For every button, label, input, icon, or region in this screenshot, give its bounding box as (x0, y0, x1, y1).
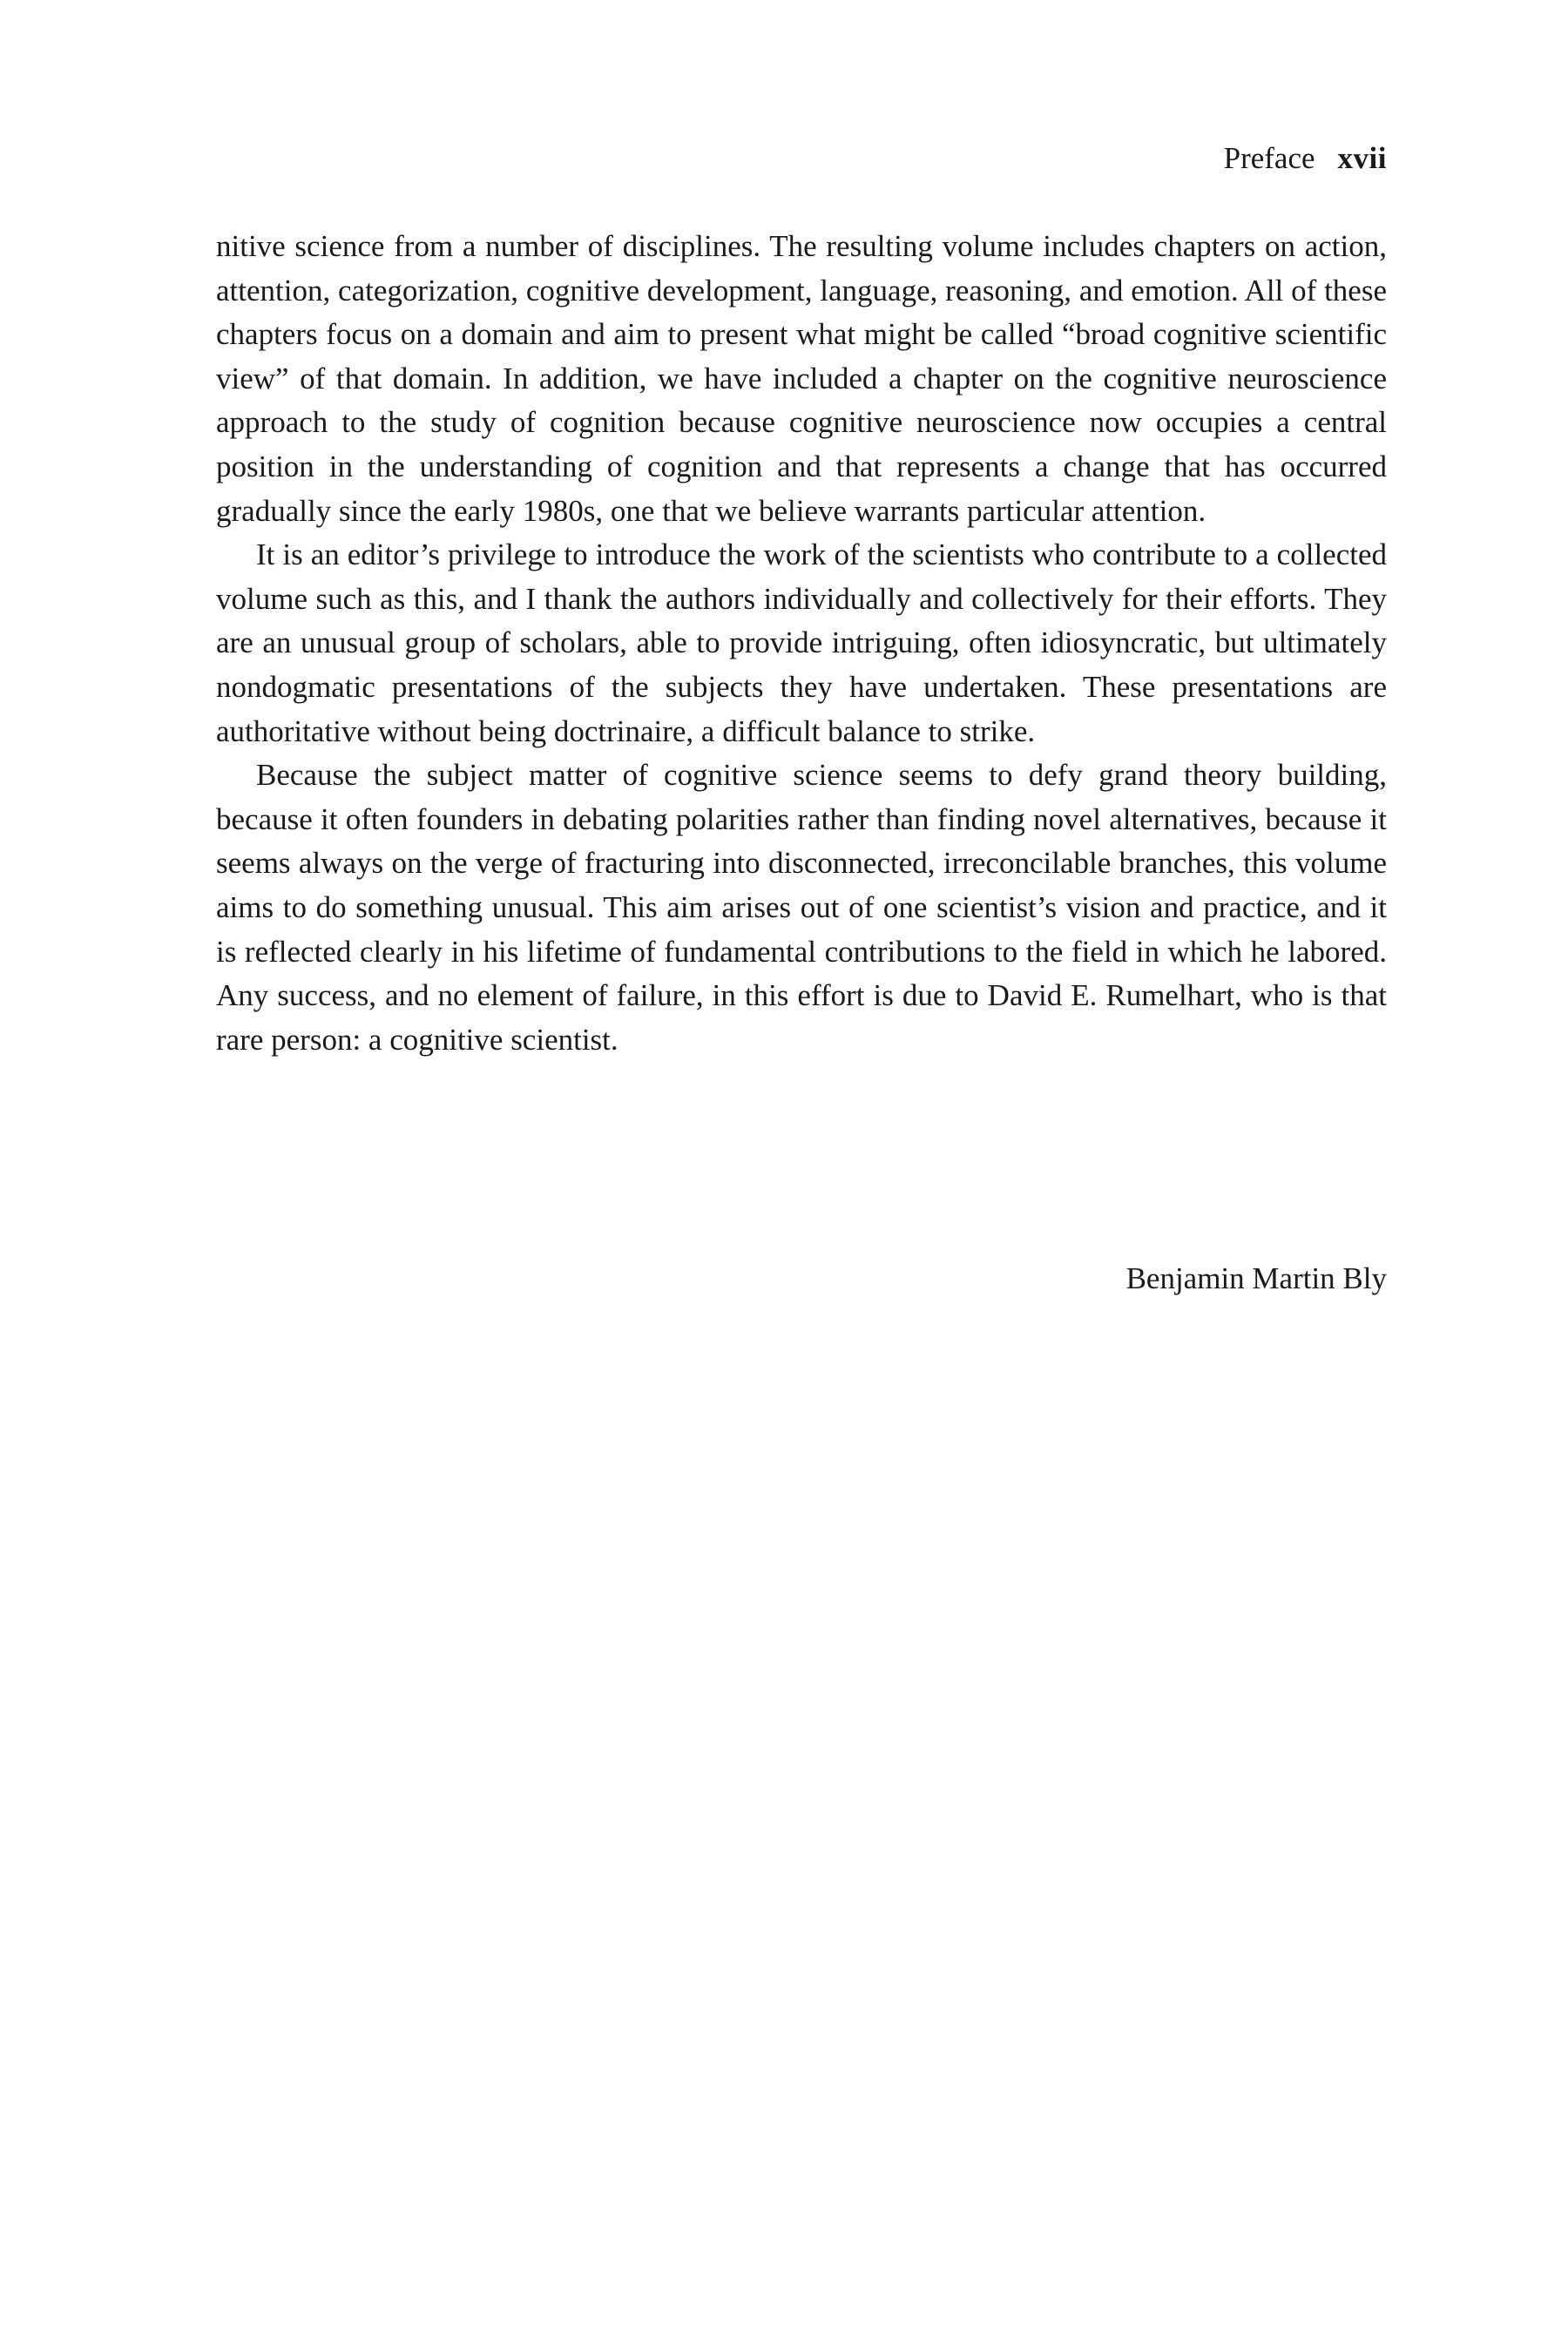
paragraph-continued: nitive science from a number of disciplines. The resulting volume includes chapters on action, attention, categorization, cognitive development, language, reasoning, and emotion. All of these chapters focus on a domain and aim to present what might be called “broad cognitive scientific view” of that domain. In addition, we have included a chapter on the cognitive neuroscience approach to the study of cognition because cognitive neuroscience now occupies a central position in the understanding of cognition and that represents a change that has occurred gradually since the early 1980s, one that we believe warrants particular attention. (216, 229, 1387, 528)
page-number: xvii (1337, 141, 1387, 175)
running-head-section: Preface (1223, 141, 1315, 175)
paragraph-editors-privilege: It is an editor’s privilege to introduce the work of the scientists who contribute to a collected volume such as this, and I thank the authors individually and collectively for their efforts. They are an unusual group of scholars, able to provide intriguing, often idiosyncratic, but ultimately nondogmatic presentations of the subjects they have undertaken. These presentations are authoritative without being doctrinaire, a difficult balance to strike. (216, 537, 1387, 748)
paragraph-subject-matter: Because the subject matter of cognitive science seems to defy grand theory building, because it often founders in debating polarities rather than finding novel alternatives, because it seems always on the verge of fracturing into disconnected, irreconcilable branches, this volume aims to do something unusual. This aim arises out of one scientist’s vision and practice, and it is reflected clearly in his lifetime of fundamental contributions to the field in which he labored. Any success, and no element of failure, in this effort is due to David E. Rumelhart, who is that rare person: a cognitive scientist. (216, 758, 1387, 1057)
running-head (1224, 139, 1387, 178)
preface-body (216, 225, 1387, 1062)
author-signature: Benjamin Martin Bly (1125, 1261, 1387, 1295)
